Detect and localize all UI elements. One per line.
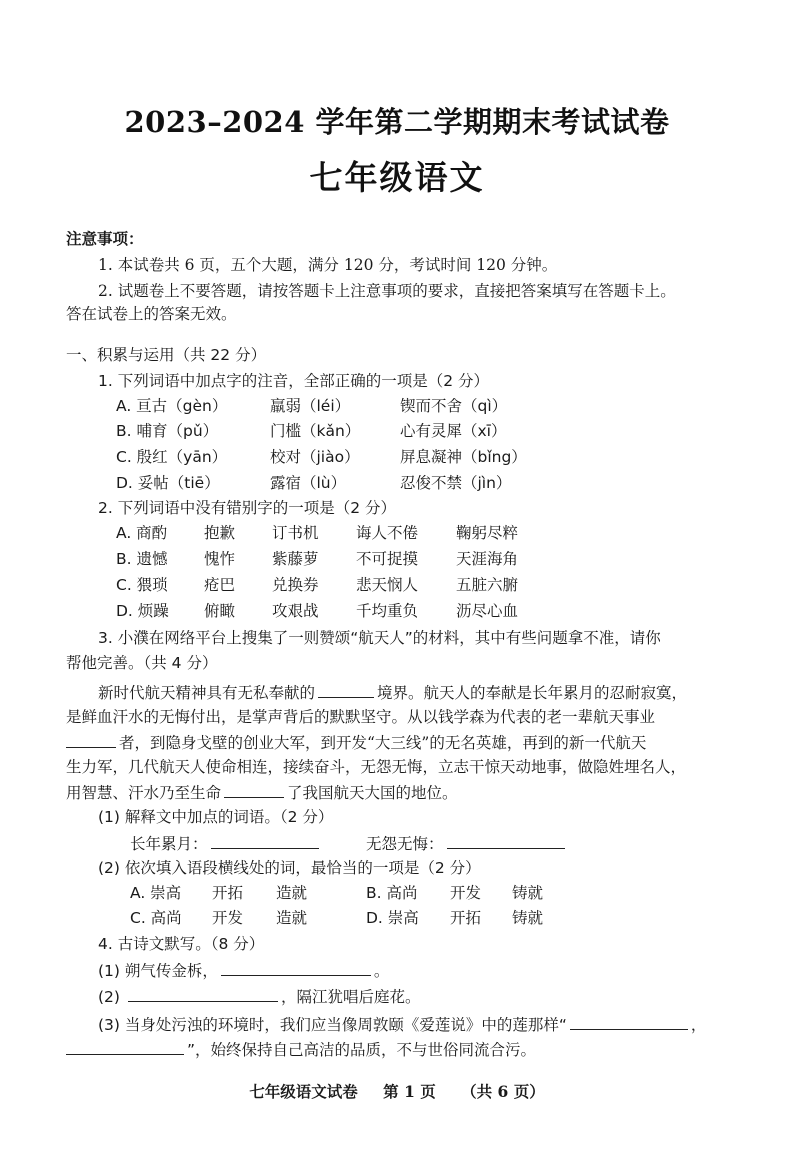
q4-line-1: (1) 朔气传金柝， 。	[98, 959, 778, 982]
q4-blank-4	[66, 1038, 184, 1055]
notice-item-1: 1. 本试卷共 6 页，五个大题，满分 120 分，考试时间 120 分钟。	[98, 256, 558, 274]
q4-line-3: (3) 当身处污浊的环境时，我们应当像周敦颐《爱莲说》中的莲那样“ ，	[98, 1013, 778, 1036]
q3-stem-cont: 帮他完善。（共 4 分）	[66, 654, 218, 672]
q2-stem: 2. 下列词语中没有错别字的一项是（2 分）	[98, 499, 397, 517]
q3-blank-2	[66, 731, 116, 748]
term-1-blank	[211, 832, 319, 849]
exam-page: 2023–2024 学年第二学期期末考试试卷 七年级语文 注意事项： 1. 本试卷共 6 页，五个大题，满分 120 分，考试时间 120 分钟。 2. 试题卷上不要答题，请按答题卡上注意事项的要求，直接把答案填写在答题卡上。 答在试卷上的答案无效。 一、积累与运用（共 22 分） 1. 下列词语中加点字的注音，全部正确的一项是（2 分） A. 亘古（gèn） 羸弱（léi） 锲而不舍（qì） B. 哺育（pǔ） 门槛（kǎn） 心有灵犀（xī） C. 殷红（yān） 校对（jiào） 屏息凝神（bǐng） D. 妥帖（tiē） 露宿（lù） 忍俊不禁（jìn） 2. 下列词语中没有错别字的一项是（2 分） A. 商酌 抱歉 订书机 诲人不倦 鞠躬尽粹 B. 遗憾 愧怍 紫藤萝 不可捉摸 天涯海角 C. 猥琐 疮巴 兑换券 悲天悯人 五脏六腑 D. 烦躁 俯瞰 攻艰战 千均重负 沥尽心血 3. 小濮在网络平台上搜集了一则赞颂“航天人”的材料，其中有些问题拿不准，请你 帮他完善。（共 4 分） 新时代航天精神具有无私奉献的 境界。航天人的奉献是长年累月的忍耐寂寞， 是鲜血汗水的无悔付出，是掌声背后的默默坚守。从以钱学森为代表的老一辈航天事业 者，到隐身戈壁的创业大军，到开发“大三线”的无名英雄，再到的新一代航天 生力军，几代航天人使命相连，接续奋斗，无怨无悔，立志干惊天动地事，做隐姓埋名人， 用智慧、汗水乃至生命 了我国航天大国的地位。 (1) 解释文中加点的词语。（2 分） 长年累月： 无怨无悔： (2) 依次填入语段横线处的词，最恰当的一项是（2 分） A. 崇高 开拓 造就 B. 高尚 开发 铸就 C. 高尚 开发 造就 D. 崇高 开拓 铸就 4. 古诗文默写。（8 分） (1) 朔气传金柝， 。 (2) ，隔江犹唱后庭花。 (3) 当身处污浊的环境时，我们应当像周敦颐《爱莲说》中的莲那样“ ， ”，始终保持自己高洁的品质，不与世俗同流合污。 七年级语文试卷 第 1 页 （共 6 页）	[0, 0, 794, 1151]
footer-subject: 七年级语文试卷	[249, 1082, 358, 1101]
term-2-blank	[447, 832, 565, 849]
notice-item-2-cont: 答在试卷上的答案无效。	[66, 305, 237, 323]
q3-sub-1: (1) 解释文中加点的词语。（2 分）	[98, 808, 334, 826]
notice-item-2: 2. 试题卷上不要答题，请按答题卡上注意事项的要求，直接把答案填写在答题卡上。	[98, 282, 676, 300]
q4-stem: 4. 古诗文默写。（8 分）	[98, 935, 265, 953]
q3-passage-line-5: 用智慧、汗水乃至生命 了我国航天大国的地位。	[66, 781, 746, 804]
q4-blank-3	[570, 1013, 688, 1030]
page-footer	[0, 1080, 794, 1102]
section-1-heading: 一、积累与运用（共 22 分）	[66, 346, 267, 364]
q4-line-4: ”，始终保持自己高洁的品质，不与世俗同流合污。	[66, 1038, 746, 1061]
q3-passage-line-4: 生力军，几代航天人使命相连，接续奋斗，无怨无悔，立志干惊天动地事，做隐姓埋名人，	[66, 758, 687, 776]
q3-sub-2: (2) 依次填入语段横线处的词，最恰当的一项是（2 分）	[98, 859, 481, 877]
q1-stem: 1. 下列词语中加点字的注音，全部正确的一项是（2 分）	[98, 372, 490, 390]
q3-stem: 3. 小濮在网络平台上搜集了一则赞颂“航天人”的材料，其中有些问题拿不准，请你	[98, 629, 661, 647]
notice-heading: 注意事项：	[66, 229, 144, 248]
q3-passage-line-3: 者，到隐身戈壁的创业大军，到开发“大三线”的无名英雄，再到的新一代航天	[66, 731, 746, 754]
q3-blank-1	[318, 681, 374, 698]
q3-passage-line-2: 是鲜血汗水的无悔付出，是掌声背后的默默坚守。从以钱学森为代表的老一辈航天事业	[66, 708, 656, 726]
q4-blank-1	[221, 959, 371, 976]
footer-page-number: 第 1 页	[383, 1082, 436, 1101]
footer-total-pages: （共 6 页）	[461, 1082, 545, 1101]
q4-line-2: (2) ，隔江犹唱后庭花。	[98, 985, 778, 1008]
exam-title: 2023–2024 学年第二学期期末考试试卷	[124, 105, 670, 139]
exam-subtitle: 七年级语文	[309, 158, 485, 197]
q3-passage-line-1: 新时代航天精神具有无私奉献的 境界。航天人的奉献是长年累月的忍耐寂寞，	[98, 681, 778, 704]
q4-blank-2	[128, 985, 278, 1002]
q3-blank-3	[224, 781, 284, 798]
